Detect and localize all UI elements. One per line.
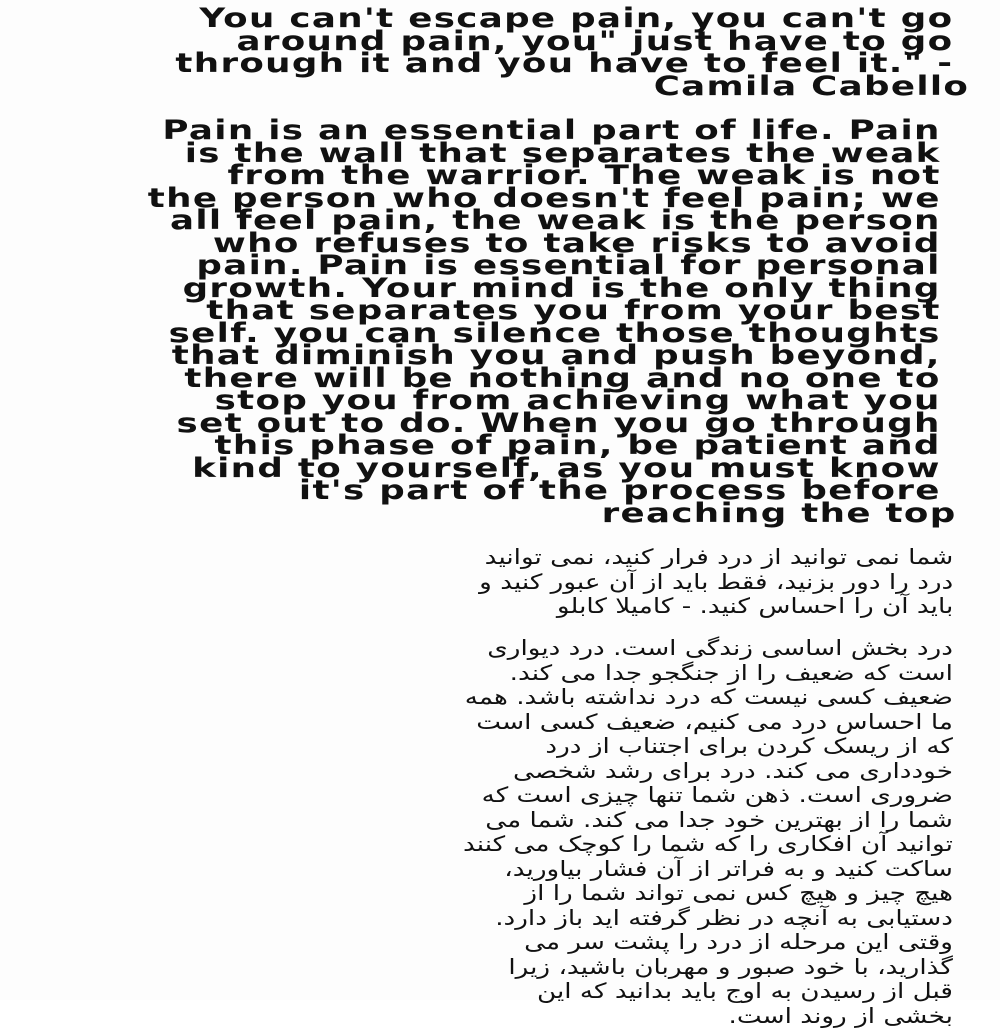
english-paragraph-line: the person who doesn't feel pain; we — [148, 188, 941, 211]
persian-paragraph-line: ضعیف کسی نیست که درد نداشته باشد. همه — [463, 685, 953, 710]
english-paragraph-line: reaching the top — [148, 503, 957, 526]
persian-paragraph-line: شما را از بهترین خود جدا می کند. شما می — [463, 808, 953, 833]
english-paragraph-line: Pain is an essential part of life. Pain — [148, 120, 941, 143]
persian-paragraph-line: ما احساس درد می کنیم، ضعیف کسی است — [463, 710, 953, 735]
english-paragraph-line: pain. Pain is essential for personal — [148, 255, 941, 278]
persian-paragraph-line: دستیابی به آنچه در نظر گرفته اید باز دارد. — [463, 906, 953, 931]
english-paragraph-line: stop you from achieving what you — [148, 390, 941, 413]
english-quote-line: around pain, you" just have to go — [175, 31, 953, 54]
persian-paragraph — [463, 636, 953, 1028]
persian-paragraph-line: خودداری می کند. درد برای رشد شخصی — [463, 759, 953, 784]
persian-paragraph-line: گذارید، با خود صبور و مهربان باشید، زیرا — [463, 955, 953, 980]
persian-paragraph-line: وقتی این مرحله از درد را پشت سر می — [463, 930, 953, 955]
persian-paragraph-line: درد بخش اساسی زندگی است. درد دیواری — [463, 636, 953, 661]
persian-quote-line: باید آن را احساس کنید. - کامیلا کابلو — [479, 594, 953, 619]
english-paragraph-line: that diminish you and push beyond, — [148, 345, 941, 368]
persian-quote-line: شما نمی توانید از درد فرار کنید، نمی توانید — [479, 545, 953, 570]
persian-paragraph-line: ضروری است. ذهن شما تنها چیزی است که — [463, 783, 953, 808]
persian-quote — [479, 545, 953, 619]
english-paragraph-line: this phase of pain, be patient and — [148, 435, 941, 458]
english-paragraph-line: from the warrior. The weak is not — [148, 165, 941, 188]
persian-quote-line: درد را دور بزنید، فقط باید از آن عبور کنید و — [479, 570, 953, 595]
english-quote — [175, 8, 953, 98]
english-paragraph-line: growth. Your mind is the only thing — [148, 278, 941, 301]
persian-paragraph-line: است که ضعیف را از جنگجو جدا می کند. — [463, 661, 953, 686]
english-quote-line: through it and you have to feel it." - — [175, 53, 953, 76]
english-paragraph-line: self. you can silence those thoughts — [148, 323, 941, 346]
english-paragraph-line: kind to yourself, as you must know — [148, 458, 941, 481]
english-paragraph-line: that separates you from your best — [148, 300, 941, 323]
persian-paragraph-line: که از ریسک کردن برای اجتناب از درد — [463, 734, 953, 759]
english-paragraph — [148, 120, 941, 525]
english-quote-line: Camila Cabello — [175, 76, 969, 99]
persian-paragraph-line: بخشی از روند است. — [463, 1004, 953, 1028]
english-paragraph-line: there will be nothing and no one to — [148, 368, 941, 391]
persian-paragraph-line: ساکت کنید و به فراتر از آن فشار بیاورید، — [463, 857, 953, 882]
persian-paragraph-line: توانید آن افکاری را که شما را کوچک می کنند — [463, 832, 953, 857]
english-paragraph-line: who refuses to take risks to avoid — [148, 233, 941, 256]
english-paragraph-line: all feel pain, the weak is the person — [148, 210, 941, 233]
english-paragraph-line: it's part of the process before — [148, 480, 941, 503]
persian-paragraph-line: هیچ چیز و هیچ کس نمی تواند شما را از — [463, 881, 953, 906]
english-quote-line: You can't escape pain, you can't go — [175, 8, 953, 31]
persian-paragraph-line: قبل از رسیدن به اوج باید بدانید که این — [463, 979, 953, 1004]
english-paragraph-line: set out to do. When you go through — [148, 413, 941, 436]
english-paragraph-line: is the wall that separates the weak — [148, 143, 941, 166]
